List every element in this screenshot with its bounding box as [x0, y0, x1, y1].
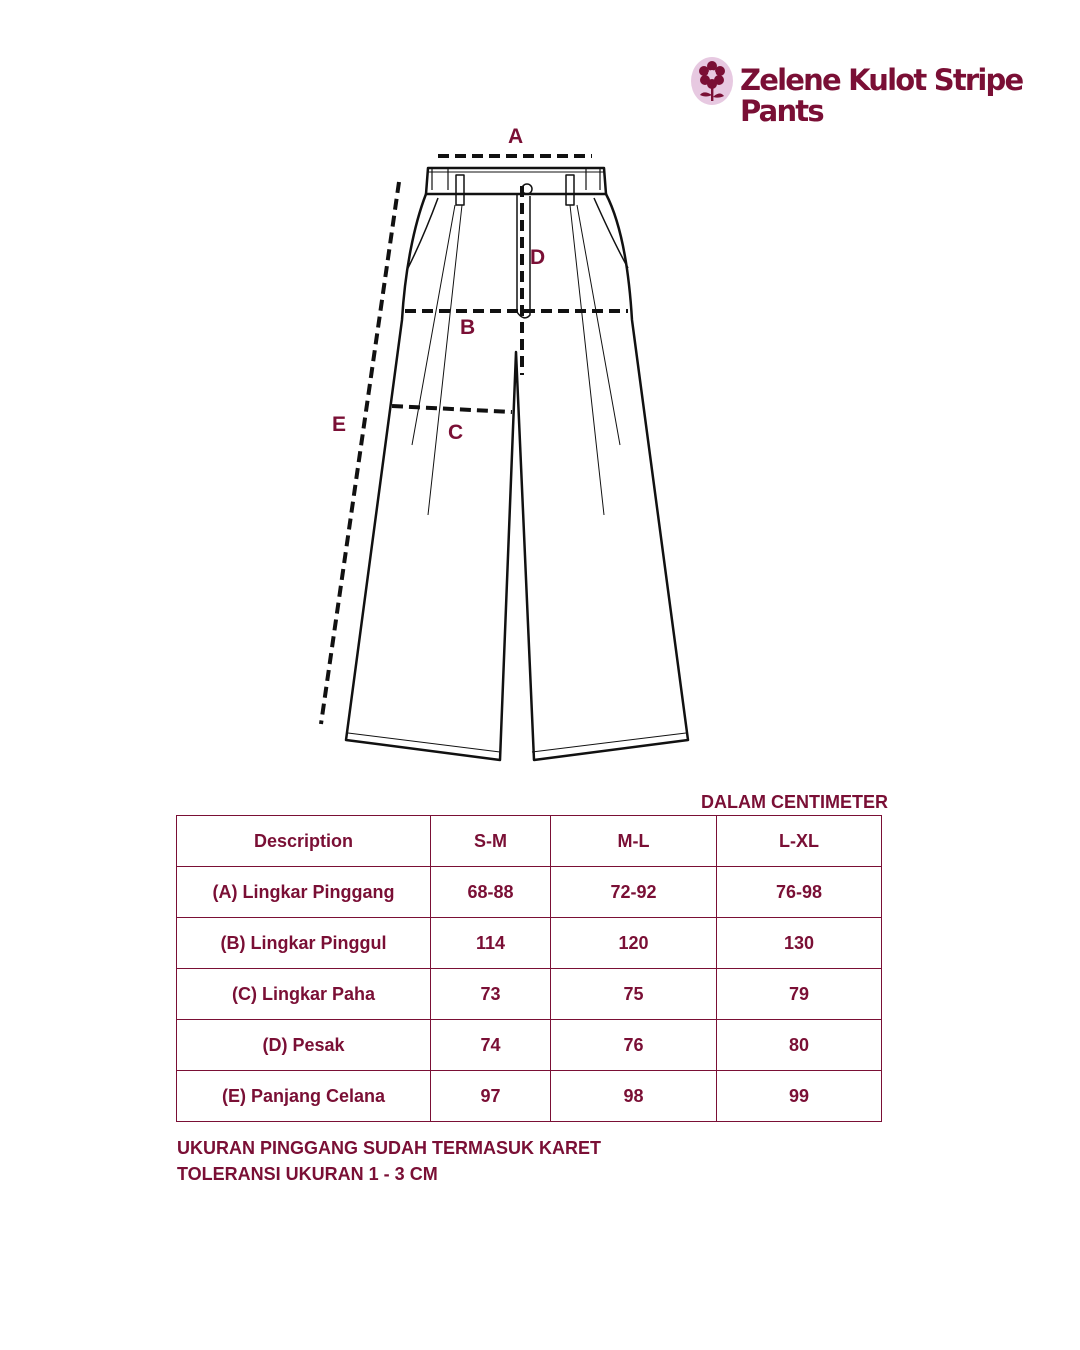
cell-value: 114: [431, 918, 551, 969]
label-b: B: [460, 316, 476, 339]
row-code: C: [237, 983, 251, 1004]
row-description: (A) Lingkar Pinggang: [177, 867, 431, 918]
cell-value: 73: [431, 969, 551, 1020]
cell-value: 79: [717, 969, 882, 1020]
product-title-line1: Zelene Kulot Stripe: [740, 63, 1023, 97]
cell-value: 120: [551, 918, 717, 969]
row-name: Panjang Celana: [250, 1085, 386, 1106]
table-row: [177, 1020, 882, 1071]
cell-value: 98: [551, 1071, 717, 1122]
cell-value: 97: [431, 1071, 551, 1122]
note-size-tolerance: TOLERANSI UKURAN 1 - 3 CM: [177, 1164, 438, 1184]
label-c: C: [448, 421, 464, 444]
row-description: (E) Panjang Celana: [177, 1071, 431, 1122]
footnotes: [177, 1135, 877, 1187]
label-a: A: [508, 125, 524, 148]
header-description: Description: [177, 816, 431, 867]
cell-value: 74: [431, 1020, 551, 1071]
row-code: A: [218, 881, 232, 902]
cell-value: 68-88: [431, 867, 551, 918]
cell-value: 76-98: [717, 867, 882, 918]
row-description: (D) Pesak: [177, 1020, 431, 1071]
cell-value: 76: [551, 1020, 717, 1071]
row-code: D: [268, 1034, 282, 1055]
row-name: Lingkar Paha: [261, 983, 376, 1004]
cell-value: 75: [551, 969, 717, 1020]
row-description: (C) Lingkar Paha: [177, 969, 431, 1020]
pants-outline: [346, 168, 688, 760]
table-row: [177, 969, 882, 1020]
unit-note: DALAM CENTIMETER: [701, 792, 888, 812]
row-name: Lingkar Pinggang: [242, 881, 395, 902]
row-code: E: [227, 1085, 240, 1106]
measurement-guides: [321, 156, 628, 724]
header-size-l-xl: L-XL: [717, 816, 882, 867]
row-name: Lingkar Pinggul: [250, 932, 387, 953]
cell-value: 72-92: [551, 867, 717, 918]
guide-c-thigh: [392, 406, 512, 412]
row-code: B: [226, 932, 240, 953]
row-name: Pesak: [292, 1034, 345, 1055]
size-chart-table: [176, 815, 882, 1122]
table-header-row: [177, 816, 882, 867]
label-e: E: [332, 413, 347, 436]
table-row: [177, 867, 882, 918]
header-size-m-l: M-L: [551, 816, 717, 867]
note-waist-elastic: UKURAN PINGGANG SUDAH TERMASUK KARET: [177, 1138, 602, 1158]
product-title-line2: Pants: [740, 94, 823, 128]
table-row: [177, 1071, 882, 1122]
cell-value: 130: [717, 918, 882, 969]
header-size-s-m: S-M: [431, 816, 551, 867]
cell-value: 80: [717, 1020, 882, 1071]
row-description: (B) Lingkar Pinggul: [177, 918, 431, 969]
label-d: D: [530, 246, 546, 269]
cell-value: 99: [717, 1071, 882, 1122]
table-row: [177, 918, 882, 969]
